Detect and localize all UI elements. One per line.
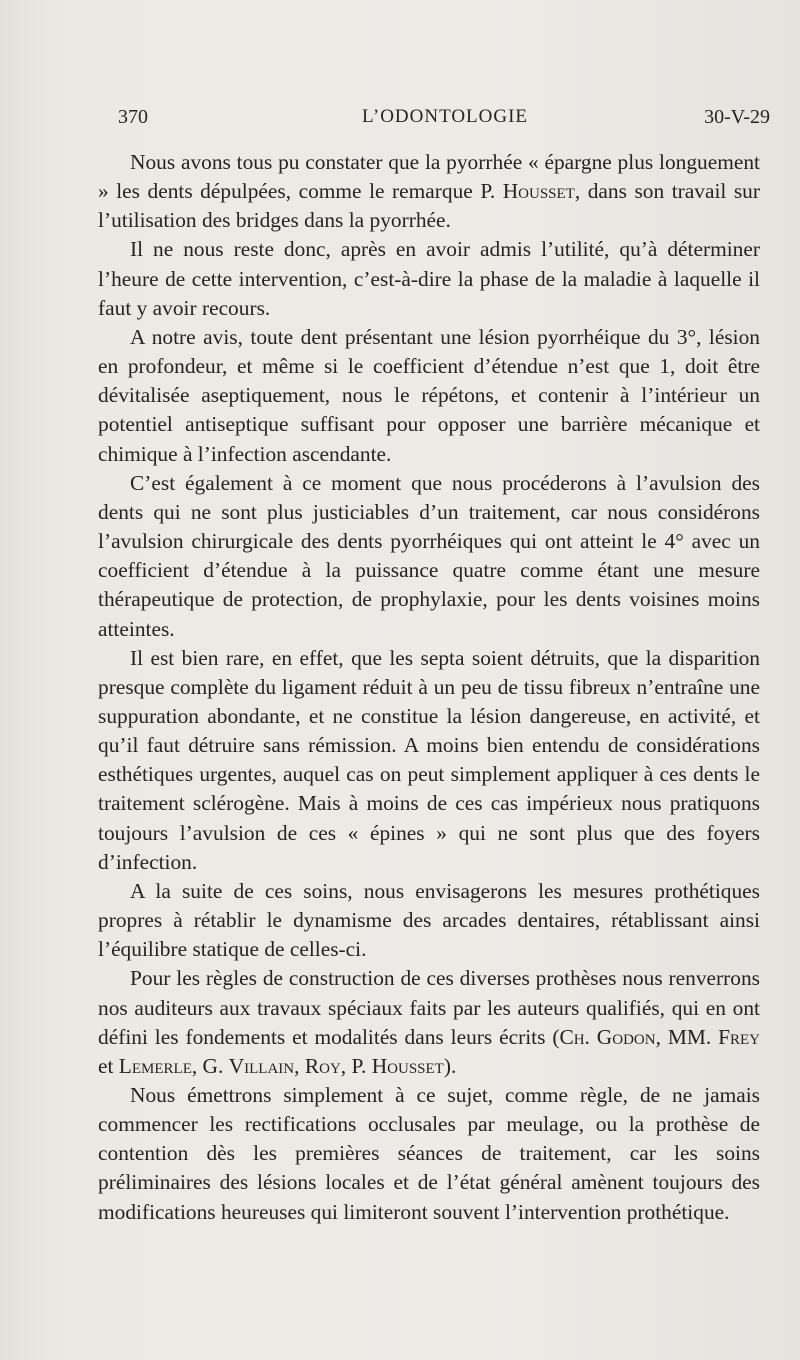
author-name: Roy xyxy=(304,1053,341,1078)
paragraph xyxy=(98,469,760,644)
paragraph-text: Il est bien rare, en effet, que les septa soient détruits, que la disparition presque complète du ligament réduit à un peu de tissu fibreux n’entraîne une suppuration abondante, et ne constitue la lésion dangereuse, en activité, et qu’il faut détruire sans rémission. A moins bien entendu de considérations esthétiques urgentes, auquel cas on peut simplement appliquer à ces dents le traitement sclérogène. Mais à moins de ces cas impérieux nous pratiquons toujours l’avulsion de ces « épines » qui ne sont plus que des foyers d’infection. xyxy=(98,645,760,874)
issue-date: 30-V-29 xyxy=(704,106,770,128)
paragraph-text: A notre avis, toute dent présentant une lésion pyorrhéique du 3°, lésion en profondeur, et même si le coefficient d’étendue n’est que 1, doit être dévitalisée aseptiquement, nous le répétons, et contenir à l’intérieur un potentiel antiseptique suffisant pour opposer une barrière mécanique et chimique à l’infection ascendante. xyxy=(98,324,760,466)
paragraph-text: et xyxy=(98,1053,119,1078)
page-number: 370 xyxy=(118,106,148,128)
running-header xyxy=(118,106,770,138)
paragraph-text: Pour les règles de construction de ces diverses prothèses nous renverrons nos auditeurs aux travaux spéciaux faits par les auteurs qualifiés, qui en ont défini les fondements et modalités dans leurs écrits ( xyxy=(98,966,760,1049)
paragraph-text: , dans son travail sur l’utilisation des bridges dans la pyorrhée. xyxy=(98,179,760,233)
paragraph-text: Nous avons tous pu constater que la pyorrhée « épargne plus longuement » les dents dépulpées, comme le remarque P. xyxy=(98,150,760,204)
paragraph xyxy=(98,644,760,877)
paragraph-text: Nous émettrons simplement à ce sujet, comme règle, de ne jamais commencer les rectifications occlusales par meulage, ou la prothèse de contention dès les premières séances de traitement, car les soins préliminaires des lésions locales et de l’état général amènent toujours des modifications heureuses qui limiteront souvent l’intervention prothétique. xyxy=(98,1083,760,1224)
paragraph-text: Il ne nous reste donc, après en avoir admis l’utilité, qu’à déterminer l’heure de cette intervention, c’est-à-dire la phase de la maladie à laquelle il faut y avoir recours. xyxy=(98,237,760,320)
paragraph xyxy=(98,877,760,964)
author-name: Housset xyxy=(371,1053,444,1078)
paragraph-text: , xyxy=(294,1053,305,1078)
author-name: Frey xyxy=(718,1024,761,1049)
article-body xyxy=(98,148,760,1227)
paragraph xyxy=(98,1081,760,1227)
author-name: Lemerle xyxy=(118,1053,192,1078)
paragraph-text: A la suite de ces soins, nous envisagerons les mesures prothétiques propres à rétablir le dynamisme des arcades dentaires, rétablissant ainsi l’équilibre statique de celles-ci. xyxy=(98,878,760,962)
paragraph xyxy=(98,964,760,1081)
paragraph xyxy=(98,148,760,235)
paragraph-text: , G. xyxy=(191,1053,229,1078)
paragraph-text: , MM. xyxy=(655,1024,719,1049)
author-name: Ch. Godon xyxy=(559,1024,656,1049)
paragraph-text: C’est également à ce moment que nous procéderons à l’avulsion des dents qui ne sont plus justiciables d’un traitement, car nous considérons l’avulsion chirurgicale des dents pyorrhéiques qui ont atteint le 4° avec un coefficient d’étendue à la puissance quatre comme étant une mesure thérapeutique de protection, de prophylaxie, pour les dents voisines moins atteintes. xyxy=(98,470,760,641)
author-name: Housset xyxy=(502,179,575,204)
author-name: Villain xyxy=(228,1053,295,1078)
paragraph-text: ). xyxy=(443,1053,457,1078)
paragraph xyxy=(98,235,760,322)
paragraph-text: , P. xyxy=(340,1053,372,1078)
journal-title: L’ODONTOLOGIE xyxy=(362,106,529,127)
paragraph xyxy=(98,323,760,469)
